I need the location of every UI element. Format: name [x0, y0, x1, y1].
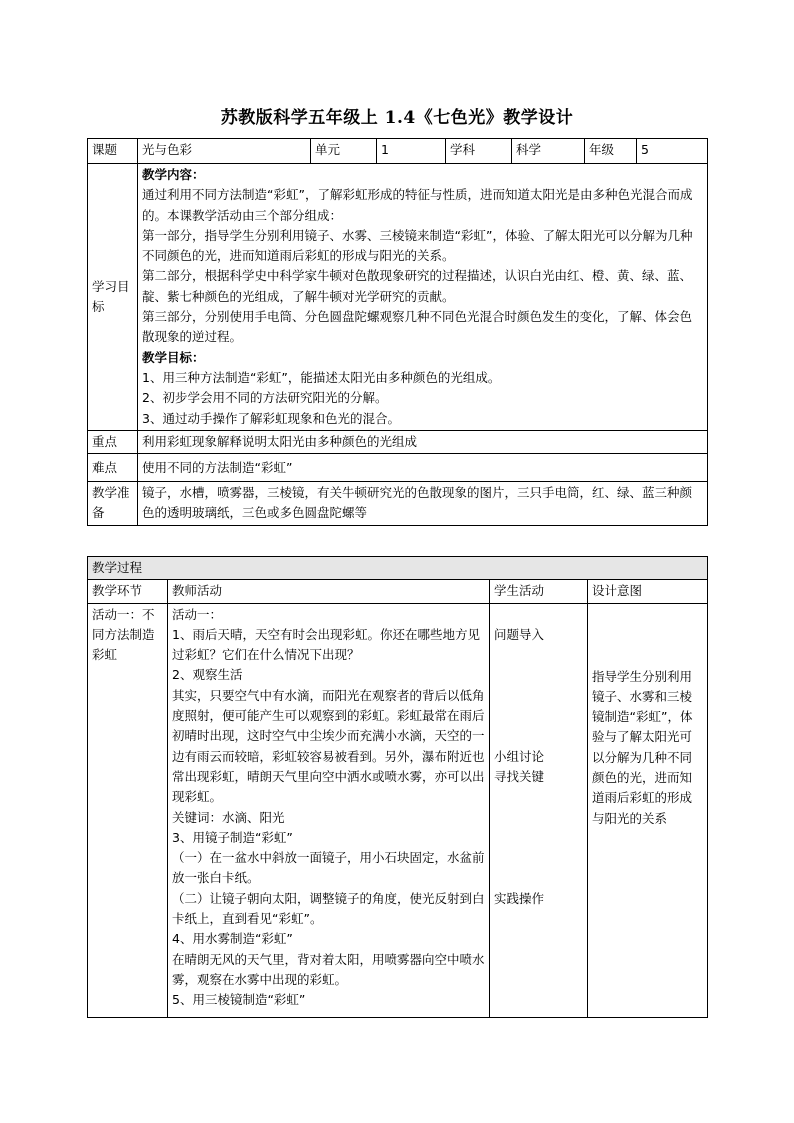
teacher-line: 2、观察生活 — [172, 667, 243, 683]
student-item: 小组讨论 — [494, 748, 545, 764]
col-teacher-header: 教师活动 — [168, 580, 490, 603]
intent-text: 指导学生分别利用镜子、水雾和三棱镜制造“彩虹”，体验与了解太阳光可以分解为几种不同颜色的光，进而知道雨后彩虹的形成与阳光的关系 — [592, 668, 693, 826]
col-step-header: 教学环节 — [88, 580, 168, 603]
teacher-line: 关键词：水滴、阳光 — [172, 809, 285, 825]
subject-label: 学科 — [446, 139, 512, 164]
step-cell: 活动一：不同方法制造彩虹 — [88, 603, 168, 1017]
content-paragraph: 通过利用不同方法制造“彩虹”，了解彩虹形成的特征与性质，进而知道太阳光是由多种色光混合而成的。本课教学活动由三个部分组成： — [142, 187, 693, 223]
goal-item: 3、通过动手操作了解彩虹现象和色光的混合。 — [142, 410, 400, 426]
topic-label: 课题 — [88, 139, 138, 164]
teacher-line: （一）在一盆水中斜放一面镜子，用小石块固定，水盆前放一张白卡纸。 — [172, 850, 485, 886]
lesson-info-table — [87, 138, 708, 526]
teacher-line: （二）让镜子朝向太阳，调整镜子的角度，使光反射到白卡纸上，直到看见“彩虹”。 — [172, 890, 485, 927]
goal-item: 2、初步学会用不同的方法研究阳光的分解。 — [142, 390, 388, 406]
student-item: 寻找关键 — [494, 769, 545, 785]
teacher-activity-cell — [168, 603, 490, 1017]
key-point-value: 利用彩虹现象解释说明太阳光由多种颜色的光组成 — [138, 430, 708, 453]
grade-label: 年级 — [585, 139, 637, 164]
preparation-value: 镜子，水槽，喷雾器，三棱镜，有关牛顿研究光的色散现象的图片，三只手电筒，红、绿、蓝三种颜色的透明玻璃纸，三色或多色圆盘陀螺等 — [138, 482, 708, 526]
difficulty-value: 使用不同的方法制造“彩虹” — [138, 454, 708, 482]
topic-value: 光与色彩 — [138, 139, 311, 164]
preparation-label: 教学准备 — [88, 482, 138, 526]
subject-value: 科学 — [512, 139, 585, 164]
teacher-line: 活动一： — [172, 606, 223, 622]
grade-value: 5 — [637, 139, 708, 164]
content-paragraph: 第二部分，根据科学史中科学家牛顿对色散现象研究的过程描述，认识白光由红、橙、黄、绿、蓝、靛、紫七种颜色的光组成，了解牛顿对光学研究的贡献。 — [142, 268, 693, 304]
teacher-line: 1、雨后天晴，天空有时会出现彩虹。你还在哪些地方见过彩虹？它们在什么情况下出现？ — [172, 626, 480, 663]
content-heading: 教学内容： — [142, 167, 205, 182]
unit-label: 单元 — [311, 139, 377, 164]
process-heading: 教学过程 — [88, 557, 708, 580]
teacher-line: 其实，只要空气中有水滴，而阳光在观察者的背后以低角度照射，便可能产生可以观察到的彩虹。彩虹最常在雨后初晴时出现，这时空气中尘埃少而充满小水滴，天空的一边有雨云而较暗，彩虹较容易被看到。另外，瀑布附近也常出现彩虹，晴朗天气里向空中洒水或喷水雾，亦可以出现彩虹。 — [172, 687, 485, 805]
objectives-content — [138, 164, 708, 431]
student-item: 实践操作 — [494, 891, 545, 907]
difficulty-label: 难点 — [88, 454, 138, 482]
teaching-process-table — [87, 556, 708, 1018]
teacher-line: 在晴朗无风的天气里，背对着太阳，用喷雾器向空中喷水雾，观察在水雾中出现的彩虹。 — [172, 951, 485, 987]
unit-value: 1 — [377, 139, 446, 164]
page-title: 苏教版科学五年级上 1.4《七色光》教学设计 — [220, 108, 574, 128]
student-activity-cell — [490, 603, 588, 1017]
goals-heading: 教学目标： — [142, 349, 205, 365]
student-item: 问题导入 — [494, 626, 545, 642]
teacher-line: 3、用镜子制造“彩虹” — [172, 829, 293, 845]
teacher-line: 4、用水雾制造“彩虹” — [172, 931, 293, 947]
content-paragraph: 第一部分，指导学生分别利用镜子、水雾、三棱镜来制造“彩虹”，体验、了解太阳光可以分解为几种不同颜色的光，进而知道雨后彩虹的形成与阳光的关系。 — [142, 227, 693, 264]
col-intent-header: 设计意图 — [588, 580, 708, 603]
objectives-label: 学习目标 — [88, 164, 138, 431]
goal-item: 1、用三种方法制造“彩虹”，能描述太阳光由多种颜色的光组成。 — [142, 369, 501, 385]
design-intent-cell — [588, 603, 708, 1017]
key-point-label: 重点 — [88, 430, 138, 453]
col-student-header: 学生活动 — [490, 580, 588, 603]
teacher-line: 5、用三棱镜制造“彩虹” — [172, 992, 306, 1008]
content-paragraph: 第三部分，分别使用手电筒、分色圆盘陀螺观察几种不同色光混合时颜色发生的变化，了解、体会色散现象的逆过程。 — [142, 309, 693, 345]
